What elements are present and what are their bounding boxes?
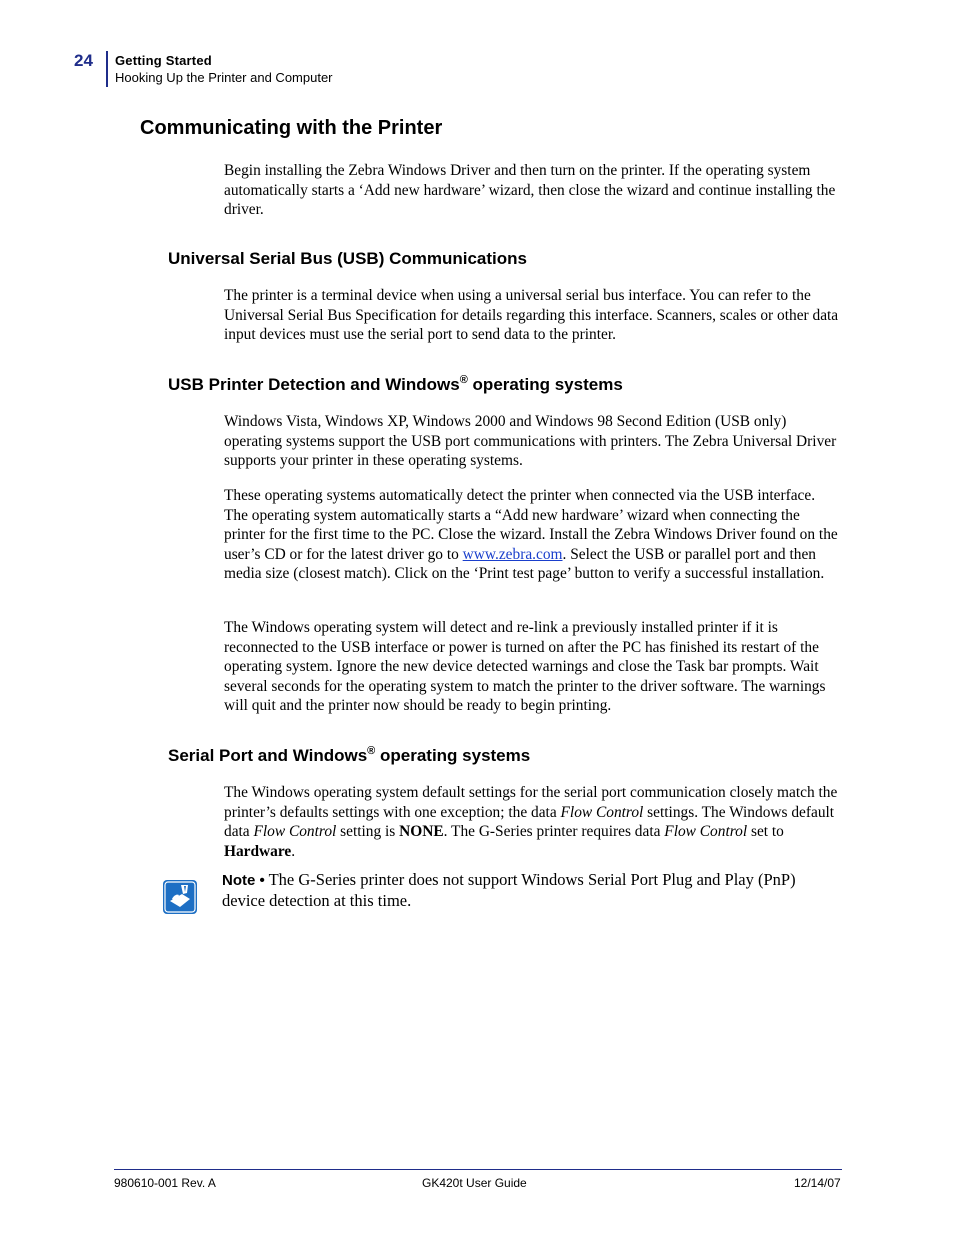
none-setting: NONE: [399, 823, 444, 840]
registered-mark: ®: [459, 374, 468, 386]
usb-detection-paragraph-3: The Windows operating system will detect and re-link a previously installed printer if it is reconnected to the USB interface or power is turned on after the PC has finished its restart of the operating system. Ignore the new device detected warnings and close the Task bar prompts. Wait several seconds for the operating system to match the printer to the driver software. The warnings will quit and the printer now should be ready to begin printing.: [224, 619, 826, 714]
paragraph-text: . Select the USB or parallel port and then media size (closest match). Click on the ‘Print test page’ button to verify a successful installation.: [224, 545, 825, 582]
heading-text: USB Printer Detection and Windows: [168, 375, 460, 394]
usb-heading: Universal Serial Bus (USB) Communications: [168, 249, 527, 268]
note-label: Note •: [222, 872, 265, 889]
serial-port-heading: [168, 746, 530, 766]
footer-date: 12/14/07: [794, 1176, 841, 1190]
paragraph-text: set to: [747, 823, 784, 840]
usb-detection-heading: [168, 375, 623, 395]
header-divider: [106, 51, 108, 87]
heading-text: operating systems: [467, 375, 623, 394]
footer-divider: [114, 1169, 842, 1170]
flow-control-term: Flow Control: [253, 823, 337, 840]
intro-paragraph: Begin installing the Zebra Windows Driver and then turn on the printer. If the operating system automatically starts a ‘Add new hardware’ wizard, then close the wizard and continue installing the driver.: [224, 162, 836, 218]
paragraph-text: . The G-Series printer requires data: [443, 823, 665, 840]
usb-detection-paragraph-1: Windows Vista, Windows XP, Windows 2000 and Windows 98 Second Edition (USB only) operating systems support the USB port communications with printers. The Zebra Universal Driver supports your printer in these operating systems.: [224, 413, 837, 469]
usb-detection-paragraph-2: [224, 486, 842, 584]
chapter-title: Getting Started: [115, 53, 212, 68]
note-paragraph: [222, 870, 842, 911]
paragraph-text: These operating systems automatically detect the printer when connected via the USB interface. The operating system automatically starts a “Add new hardware’ wizard when connecting the printer for the first time to the PC. Close the wizard. Install the Zebra Windows Driver found on the user’s CD or for the latest driver go to: [224, 487, 838, 563]
paragraph-text: setting is: [336, 823, 400, 840]
heading-text: Serial Port and Windows: [168, 746, 368, 765]
heading-text: operating systems: [375, 746, 531, 765]
footer-document-number: 980610-001 Rev. A: [114, 1176, 216, 1190]
page-title: Communicating with the Printer: [140, 117, 443, 139]
paragraph-text: .: [291, 842, 296, 860]
flow-control-term: Flow Control: [560, 803, 644, 821]
hardware-setting: Hardware: [224, 842, 292, 860]
flow-control-term: Flow Control: [664, 823, 748, 840]
usb-paragraph: The printer is a terminal device when using a universal serial bus interface. You can refer to the Universal Serial Bus Specification for details regarding this interface. Scanners, scales or other data input devices must use the serial port to send data to the printer.: [224, 287, 839, 343]
footer-guide-title: GK420t User Guide: [422, 1176, 527, 1190]
page-number: 24: [74, 51, 93, 70]
registered-mark: ®: [367, 745, 376, 757]
zebra-website-link[interactable]: www.zebra.com: [462, 545, 563, 563]
note-hand-pencil-icon: [162, 879, 198, 915]
serial-port-paragraph: [224, 783, 842, 861]
section-title: Hooking Up the Printer and Computer: [115, 70, 333, 85]
paragraph-text: The Windows operating system default settings for the serial port communication closely match the printer’s defaults settings with one exception; the data: [224, 784, 838, 821]
paragraph-text: settings. The Windows default data: [224, 803, 835, 840]
note-text: The G-Series printer does not support Windows Serial Port Plug and Play (PnP) device detection at this time.: [222, 870, 796, 910]
